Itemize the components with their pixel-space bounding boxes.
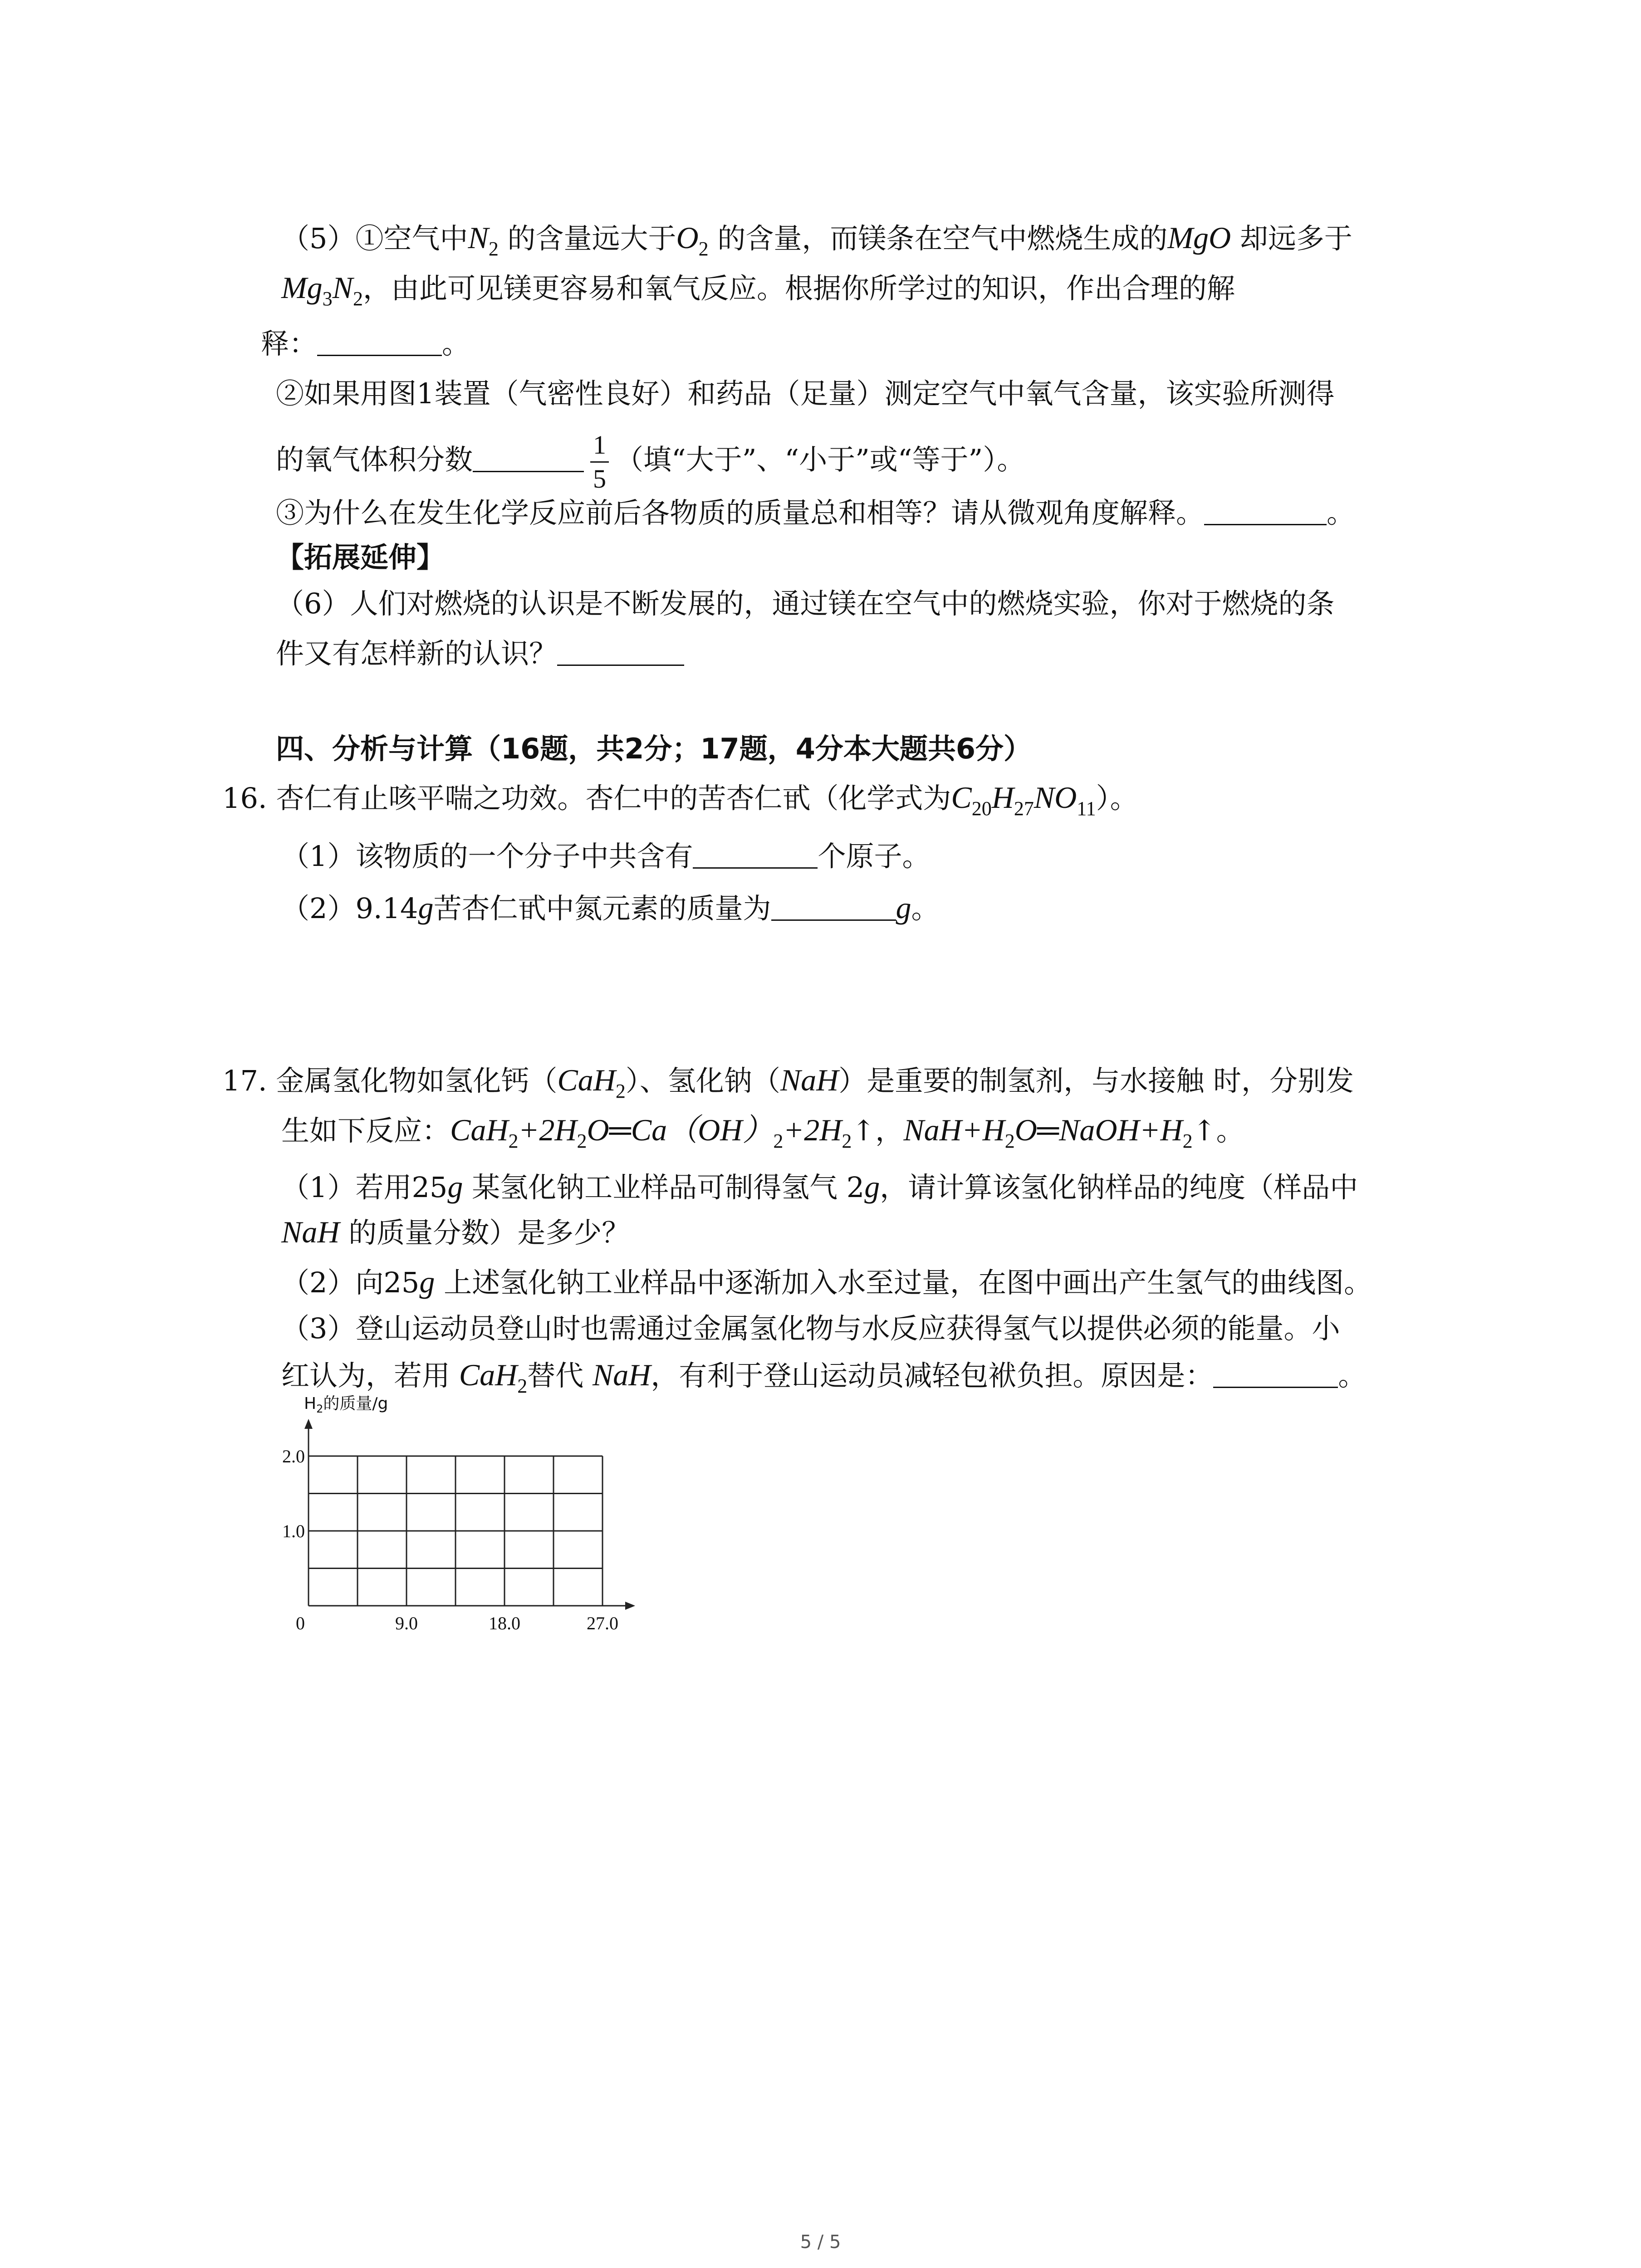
formula: CaH [450,1113,509,1147]
subscript: 2 [517,1375,528,1397]
y-axis-label [304,1394,388,1415]
text: 却远多于 [1239,222,1352,255]
text: 某氢化钠工业样品可制得氢气 2 [472,1171,865,1204]
formula: H [991,780,1014,815]
formula: O═Ca（OH） [587,1113,774,1147]
formula: NaH+H [903,1113,1005,1147]
formula: MgO [1167,220,1231,255]
answer-blank[interactable] [557,637,684,666]
text: （1）该物质的一个分子中共含有 [281,840,693,873]
text: 金属氢化物如氢化钙（ [276,1064,558,1097]
formula: C [951,780,972,815]
q15-5-line-3 [261,323,470,365]
subscript: 3 [322,288,333,310]
text: （5）①空气中 [281,222,468,255]
formula: CaH [557,1063,616,1097]
unit: g [896,890,911,925]
text: 生如下反应： [281,1114,451,1147]
text: （1）若用25 [281,1171,448,1204]
q15-5-line-2 [281,267,1235,320]
answer-blank[interactable] [693,840,818,869]
text: 替代 [527,1359,584,1392]
q16-part-1 [281,836,930,877]
subscript: 2 [698,238,709,260]
formula: N [332,270,353,305]
text: （2）向25 [281,1266,420,1299]
text: 。 [442,327,470,360]
text: （2）9.14 [281,892,418,925]
formula: O═NaOH+H [1014,1113,1183,1147]
q15-5-line-5 [276,429,1025,495]
text: 。 [1327,496,1355,529]
text: ③为什么在发生化学反应前后各物质的质量总和相等？请从微观角度解释。 [276,496,1205,529]
x-tick-label: 18.0 [489,1613,520,1633]
text: 的质量分数）是多少？ [348,1216,630,1249]
y-label-subscript: 2 [316,1403,323,1415]
subscript: 2 [1004,1130,1015,1152]
q16-stem [222,777,1138,830]
formula: N [468,220,489,255]
fraction-one-fifth [590,429,609,495]
q15-5-line-1 [281,217,1352,270]
text: 个原子。 [818,840,931,873]
subscript: 2 [842,1130,852,1152]
subscript: 2 [353,288,363,310]
formula: O [676,220,699,255]
x-tick-label: 0 [296,1613,305,1633]
formula: CaH [459,1358,518,1392]
text: 红认为，若用 [281,1359,451,1392]
q17-stem-1 [222,1059,1354,1112]
unit: g [447,1169,463,1204]
page-number: 5 / 5 [800,2232,841,2253]
y-label-main: H [304,1394,317,1413]
answer-blank[interactable] [1213,1359,1338,1388]
q17-part-2 [281,1261,1372,1304]
subscript: 2 [773,1130,784,1152]
text: 。 [1338,1359,1367,1392]
subscript: 2 [1182,1130,1193,1152]
q15-5-line-4: ②如果用图1装置（气密性良好）和药品（足量）测定空气中氧气含量，该实验所测得 [276,377,1335,410]
x-tick-label: 9.0 [395,1613,418,1633]
text: 苦杏仁甙中氮元素的质量为 [433,892,771,925]
text: 的氧气体积分数 [276,443,473,476]
text: 。 [1216,1114,1244,1147]
formula: Mg [281,270,323,305]
text: 上述氢化钠工业样品中逐渐加入水至过量，在图中画出产生氢气的曲线图。 [444,1266,1372,1299]
formula: NO [1034,780,1077,815]
text: ，由此可见镁更容易和氧气反应。根据你所学过的知识，作出合理的解 [363,272,1235,305]
formula: NaH [780,1063,839,1097]
y-tick-label: 2.0 [282,1446,305,1466]
subscript: 2 [508,1130,519,1152]
x-axis-arrow-icon [625,1602,635,1610]
section-4-heading: 四、分析与计算（16题，共2分；17题，4分本大题共6分） [276,732,1032,765]
q17-part-1-line-2 [281,1211,630,1254]
text: ， [875,1114,904,1147]
text: 的含量，而镁条在空气中燃烧生成的 [717,222,1168,255]
text: 件又有怎样新的认识？ [276,637,558,670]
formula: +2H [783,1113,842,1147]
q17-part-3-line-1: （3）登山运动员登山时也需通过金属氢化物与水反应获得氢气以提供必须的能量。小 [281,1312,1340,1345]
q17-part-1-line-1 [281,1166,1358,1208]
q15-6-line-1: （6）人们对燃烧的认识是不断发展的，通过镁在空气中的燃烧实验，你对于燃烧的条 [276,587,1335,620]
formula: NaH [592,1358,651,1392]
subscript: 20 [971,797,992,820]
formula: NaH [281,1215,340,1249]
text: ）。 [1096,782,1138,815]
gas-arrow: ↑ [1192,1114,1216,1147]
text: ）是重要的制氢剂，与水接触 时，分别发 [838,1064,1354,1097]
q15-6-line-2 [276,633,684,675]
q16-part-2: （2）9.14g苦杏仁甙中氮元素的质量为 g。 [281,890,940,925]
unit: g [419,1265,435,1299]
q17-reactions [281,1109,1244,1162]
fraction-numerator: 1 [590,429,609,463]
text: （填“大于”、“小于”或“等于”）。 [615,443,1025,476]
unit: g [418,890,434,925]
text: ，请计算该氢化钠样品的纯度（样品中 [880,1171,1358,1204]
y-tick-label: 1.0 [282,1521,305,1541]
y-label-rest: 的质量/g [323,1394,388,1413]
question-number: 17. [222,1064,267,1097]
text: ，有利于登山运动员减轻包袱负担。原因是： [651,1359,1214,1392]
subscript: 2 [488,238,499,260]
chart-grid [309,1456,603,1606]
chart-axes [304,1419,635,1610]
text: 释： [261,327,318,360]
subscript: 27 [1014,797,1034,820]
q15-5-line-6 [276,492,1355,534]
fraction-denominator: 5 [593,464,607,494]
y-axis-arrow-icon [304,1419,313,1429]
question-number: 16. [222,782,267,815]
extension-heading: 【拓展延伸】 [276,541,445,574]
gas-arrow: ↑ [852,1114,876,1147]
x-tick-label: 27.0 [587,1613,618,1633]
h2-mass-chart[interactable] [254,1393,662,1647]
answer-blank[interactable] [771,892,896,921]
formula: +2H [518,1113,577,1147]
text: ）、氢化钠（ [625,1064,780,1097]
text: 的含量远大于 [507,222,676,255]
answer-blank[interactable] [473,444,584,472]
answer-blank[interactable] [317,327,442,356]
answer-blank[interactable] [1204,497,1327,525]
unit: g [864,1169,880,1204]
subscript: 2 [577,1130,587,1152]
subscript: 2 [615,1080,626,1102]
subscript: 11 [1077,797,1096,820]
text: 杏仁有止咳平喘之功效。杏仁中的苦杏仁甙（化学式为 [276,782,951,815]
